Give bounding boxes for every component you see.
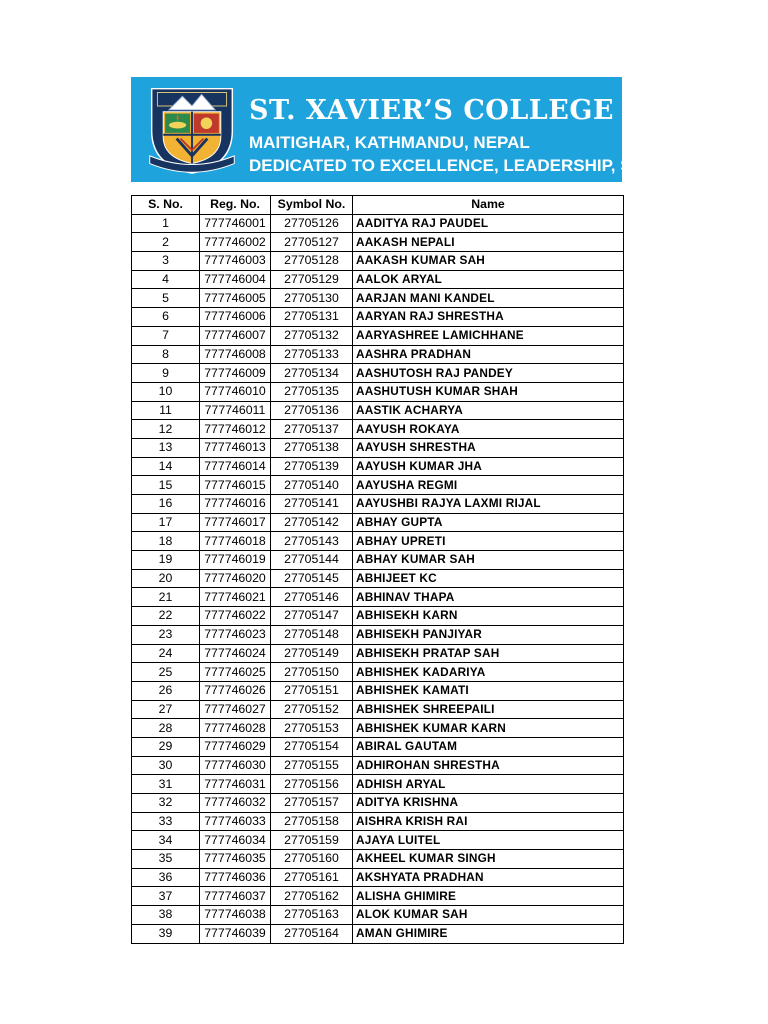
reg-number-cell: 777746005 — [200, 289, 271, 308]
student-name-cell: ADHISH ARYAL — [353, 775, 624, 794]
reg-number-cell: 777746029 — [200, 737, 271, 756]
reg-number-cell: 777746001 — [200, 214, 271, 233]
serial-number-cell: 24 — [132, 644, 200, 663]
student-name-cell: ABHINAV THAPA — [353, 588, 624, 607]
college-crest-icon — [143, 81, 241, 177]
symbol-number-cell: 27705163 — [271, 906, 353, 925]
symbol-number-cell: 27705152 — [271, 700, 353, 719]
student-name-cell: AASHUTUSH KUMAR SHAH — [353, 382, 624, 401]
reg-number-cell: 777746030 — [200, 756, 271, 775]
reg-number-cell: 777746019 — [200, 551, 271, 570]
table-row — [132, 345, 624, 364]
table-row — [132, 569, 624, 588]
symbol-number-cell: 27705155 — [271, 756, 353, 775]
serial-number-cell: 7 — [132, 326, 200, 345]
symbol-number-cell: 27705149 — [271, 644, 353, 663]
student-name-cell: AAYUSH SHRESTHA — [353, 438, 624, 457]
serial-number-cell: 14 — [132, 457, 200, 476]
reg-number-cell: 777746018 — [200, 532, 271, 551]
serial-number-cell: 5 — [132, 289, 200, 308]
symbol-number-cell: 27705150 — [271, 663, 353, 682]
serial-number-cell: 27 — [132, 700, 200, 719]
table-row — [132, 812, 624, 831]
serial-number-cell: 10 — [132, 382, 200, 401]
student-name-cell: ABIRAL GAUTAM — [353, 737, 624, 756]
symbol-number-cell: 27705134 — [271, 364, 353, 383]
serial-number-cell: 6 — [132, 308, 200, 327]
header-name: Name — [353, 196, 624, 215]
reg-number-cell: 777746014 — [200, 457, 271, 476]
student-name-cell: ADITYA KRISHNA — [353, 794, 624, 813]
table-row — [132, 308, 624, 327]
serial-number-cell: 9 — [132, 364, 200, 383]
table-row — [132, 532, 624, 551]
serial-number-cell: 1 — [132, 214, 200, 233]
table-row — [132, 906, 624, 925]
student-name-cell: AAYUSH KUMAR JHA — [353, 457, 624, 476]
reg-number-cell: 777746039 — [200, 924, 271, 943]
symbol-number-cell: 27705143 — [271, 532, 353, 551]
student-name-cell: AARYAN RAJ SHRESTHA — [353, 308, 624, 327]
serial-number-cell: 28 — [132, 719, 200, 738]
student-name-cell: ABHISHEK KAMATI — [353, 681, 624, 700]
symbol-number-cell: 27705138 — [271, 438, 353, 457]
header-reg-no: Reg. No. — [200, 196, 271, 215]
student-name-cell: AADITYA RAJ PAUDEL — [353, 214, 624, 233]
symbol-number-cell: 27705146 — [271, 588, 353, 607]
student-name-cell: AARYASHREE LAMICHHANE — [353, 326, 624, 345]
table-row — [132, 887, 624, 906]
symbol-number-cell: 27705153 — [271, 719, 353, 738]
symbol-number-cell: 27705141 — [271, 495, 353, 514]
reg-number-cell: 777746020 — [200, 569, 271, 588]
table-row — [132, 850, 624, 869]
table-row — [132, 289, 624, 308]
serial-number-cell: 32 — [132, 794, 200, 813]
table-row — [132, 737, 624, 756]
table-row — [132, 831, 624, 850]
table-row — [132, 794, 624, 813]
symbol-number-cell: 27705130 — [271, 289, 353, 308]
student-name-cell: ABHAY GUPTA — [353, 513, 624, 532]
symbol-number-cell: 27705142 — [271, 513, 353, 532]
reg-number-cell: 777746023 — [200, 625, 271, 644]
student-name-cell: AASHUTOSH RAJ PANDEY — [353, 364, 624, 383]
symbol-number-cell: 27705159 — [271, 831, 353, 850]
student-name-cell: ADHIROHAN SHRESTHA — [353, 756, 624, 775]
serial-number-cell: 38 — [132, 906, 200, 925]
college-address: MAITIGHAR, KATHMANDU, NEPAL — [249, 133, 530, 152]
symbol-number-cell: 27705139 — [271, 457, 353, 476]
serial-number-cell: 37 — [132, 887, 200, 906]
student-name-cell: ABHISHEK KADARIYA — [353, 663, 624, 682]
student-name-cell: ABHISHEK KUMAR KARN — [353, 719, 624, 738]
serial-number-cell: 20 — [132, 569, 200, 588]
student-name-cell: AALOK ARYAL — [353, 270, 624, 289]
serial-number-cell: 21 — [132, 588, 200, 607]
reg-number-cell: 777746028 — [200, 719, 271, 738]
serial-number-cell: 26 — [132, 681, 200, 700]
student-name-cell: ABHISEKH PANJIYAR — [353, 625, 624, 644]
student-name-cell: ABHIJEET KC — [353, 569, 624, 588]
student-name-cell: AISHRA KRISH RAI — [353, 812, 624, 831]
header-symbol-no: Symbol No. — [271, 196, 353, 215]
table-row — [132, 438, 624, 457]
symbol-number-cell: 27705161 — [271, 868, 353, 887]
table-row — [132, 233, 624, 252]
student-name-cell: ABHISHEK SHREEPAILI — [353, 700, 624, 719]
serial-number-cell: 23 — [132, 625, 200, 644]
table-row — [132, 270, 624, 289]
table-row — [132, 644, 624, 663]
table-row — [132, 364, 624, 383]
serial-number-cell: 3 — [132, 252, 200, 271]
reg-number-cell: 777746003 — [200, 252, 271, 271]
table-row — [132, 401, 624, 420]
table-row — [132, 382, 624, 401]
table-row — [132, 420, 624, 439]
reg-number-cell: 777746031 — [200, 775, 271, 794]
reg-number-cell: 777746022 — [200, 607, 271, 626]
symbol-number-cell: 27705128 — [271, 252, 353, 271]
student-name-cell: ABHAY KUMAR SAH — [353, 551, 624, 570]
reg-number-cell: 777746033 — [200, 812, 271, 831]
symbol-number-cell: 27705147 — [271, 607, 353, 626]
reg-number-cell: 777746012 — [200, 420, 271, 439]
reg-number-cell: 777746024 — [200, 644, 271, 663]
table-row — [132, 476, 624, 495]
serial-number-cell: 29 — [132, 737, 200, 756]
serial-number-cell: 19 — [132, 551, 200, 570]
college-banner — [131, 77, 695, 182]
reg-number-cell: 777746010 — [200, 382, 271, 401]
reg-number-cell: 777746007 — [200, 326, 271, 345]
reg-number-cell: 777746004 — [200, 270, 271, 289]
serial-number-cell: 34 — [132, 831, 200, 850]
symbol-number-cell: 27705140 — [271, 476, 353, 495]
symbol-number-cell: 27705126 — [271, 214, 353, 233]
reg-number-cell: 777746035 — [200, 850, 271, 869]
table-row — [132, 588, 624, 607]
symbol-number-cell: 27705135 — [271, 382, 353, 401]
reg-number-cell: 777746011 — [200, 401, 271, 420]
reg-number-cell: 777746026 — [200, 681, 271, 700]
table-header-row — [132, 196, 624, 215]
reg-number-cell: 777746008 — [200, 345, 271, 364]
table-row — [132, 625, 624, 644]
student-name-cell: AAYUSHBI RAJYA LAXMI RIJAL — [353, 495, 624, 514]
symbol-number-cell: 27705137 — [271, 420, 353, 439]
college-motto: DEDICATED TO EXCELLENCE, LEADERSHIP, SERVICE — [249, 156, 695, 175]
serial-number-cell: 2 — [132, 233, 200, 252]
reg-number-cell: 777746034 — [200, 831, 271, 850]
serial-number-cell: 13 — [132, 438, 200, 457]
symbol-number-cell: 27705157 — [271, 794, 353, 813]
symbol-number-cell: 27705144 — [271, 551, 353, 570]
reg-number-cell: 777746006 — [200, 308, 271, 327]
symbol-number-cell: 27705133 — [271, 345, 353, 364]
reg-number-cell: 777746017 — [200, 513, 271, 532]
reg-number-cell: 777746025 — [200, 663, 271, 682]
header-s-no: S. No. — [132, 196, 200, 215]
student-name-cell: AKSHYATA PRADHAN — [353, 868, 624, 887]
symbol-number-cell: 27705129 — [271, 270, 353, 289]
serial-number-cell: 16 — [132, 495, 200, 514]
table-row — [132, 513, 624, 532]
symbol-number-cell: 27705131 — [271, 308, 353, 327]
serial-number-cell: 33 — [132, 812, 200, 831]
serial-number-cell: 35 — [132, 850, 200, 869]
serial-number-cell: 25 — [132, 663, 200, 682]
serial-number-cell: 11 — [132, 401, 200, 420]
symbol-number-cell: 27705132 — [271, 326, 353, 345]
table-row — [132, 700, 624, 719]
reg-number-cell: 777746009 — [200, 364, 271, 383]
symbol-number-cell: 27705154 — [271, 737, 353, 756]
student-name-cell: AMAN GHIMIRE — [353, 924, 624, 943]
table-row — [132, 663, 624, 682]
college-name: ST. XAVIER’S COLLEGE — [249, 95, 615, 126]
serial-number-cell: 4 — [132, 270, 200, 289]
reg-number-cell: 777746027 — [200, 700, 271, 719]
symbol-number-cell: 27705156 — [271, 775, 353, 794]
student-name-cell: AKHEEL KUMAR SINGH — [353, 850, 624, 869]
table-row — [132, 252, 624, 271]
symbol-number-cell: 27705162 — [271, 887, 353, 906]
table-row — [132, 681, 624, 700]
student-name-cell: AARJAN MANI KANDEL — [353, 289, 624, 308]
serial-number-cell: 8 — [132, 345, 200, 364]
student-name-cell: AAYUSH ROKAYA — [353, 420, 624, 439]
symbol-number-cell: 27705145 — [271, 569, 353, 588]
table-row — [132, 756, 624, 775]
table-row — [132, 551, 624, 570]
symbol-number-cell: 27705158 — [271, 812, 353, 831]
student-name-cell: ALISHA GHIMIRE — [353, 887, 624, 906]
reg-number-cell: 777746002 — [200, 233, 271, 252]
table-row — [132, 326, 624, 345]
student-name-cell: AAKASH NEPALI — [353, 233, 624, 252]
student-name-cell: ABHISEKH PRATAP SAH — [353, 644, 624, 663]
serial-number-cell: 18 — [132, 532, 200, 551]
student-name-cell: AAKASH KUMAR SAH — [353, 252, 624, 271]
reg-number-cell: 777746021 — [200, 588, 271, 607]
reg-number-cell: 777746032 — [200, 794, 271, 813]
table-row — [132, 775, 624, 794]
student-name-cell: ALOK KUMAR SAH — [353, 906, 624, 925]
serial-number-cell: 31 — [132, 775, 200, 794]
reg-number-cell: 777746016 — [200, 495, 271, 514]
table-row — [132, 214, 624, 233]
reg-number-cell: 777746013 — [200, 438, 271, 457]
student-name-cell: ABHISEKH KARN — [353, 607, 624, 626]
table-row — [132, 719, 624, 738]
table-row — [132, 457, 624, 476]
table-row — [132, 607, 624, 626]
table-row — [132, 868, 624, 887]
symbol-number-cell: 27705160 — [271, 850, 353, 869]
table-row — [132, 495, 624, 514]
serial-number-cell: 36 — [132, 868, 200, 887]
reg-number-cell: 777746037 — [200, 887, 271, 906]
serial-number-cell: 22 — [132, 607, 200, 626]
symbol-number-cell: 27705151 — [271, 681, 353, 700]
serial-number-cell: 30 — [132, 756, 200, 775]
symbol-number-cell: 27705164 — [271, 924, 353, 943]
symbol-number-cell: 27705127 — [271, 233, 353, 252]
serial-number-cell: 17 — [132, 513, 200, 532]
student-name-cell: AASHRA PRADHAN — [353, 345, 624, 364]
reg-number-cell: 777746015 — [200, 476, 271, 495]
symbol-number-cell: 27705148 — [271, 625, 353, 644]
serial-number-cell: 39 — [132, 924, 200, 943]
serial-number-cell: 15 — [132, 476, 200, 495]
table-row — [132, 924, 624, 943]
reg-number-cell: 777746038 — [200, 906, 271, 925]
serial-number-cell: 12 — [132, 420, 200, 439]
student-name-cell: AAYUSHA REGMI — [353, 476, 624, 495]
student-name-cell: AASTIK ACHARYA — [353, 401, 624, 420]
student-name-cell: ABHAY UPRETI — [353, 532, 624, 551]
symbol-number-cell: 27705136 — [271, 401, 353, 420]
student-list-table — [131, 195, 624, 944]
reg-number-cell: 777746036 — [200, 868, 271, 887]
student-name-cell: AJAYA LUITEL — [353, 831, 624, 850]
